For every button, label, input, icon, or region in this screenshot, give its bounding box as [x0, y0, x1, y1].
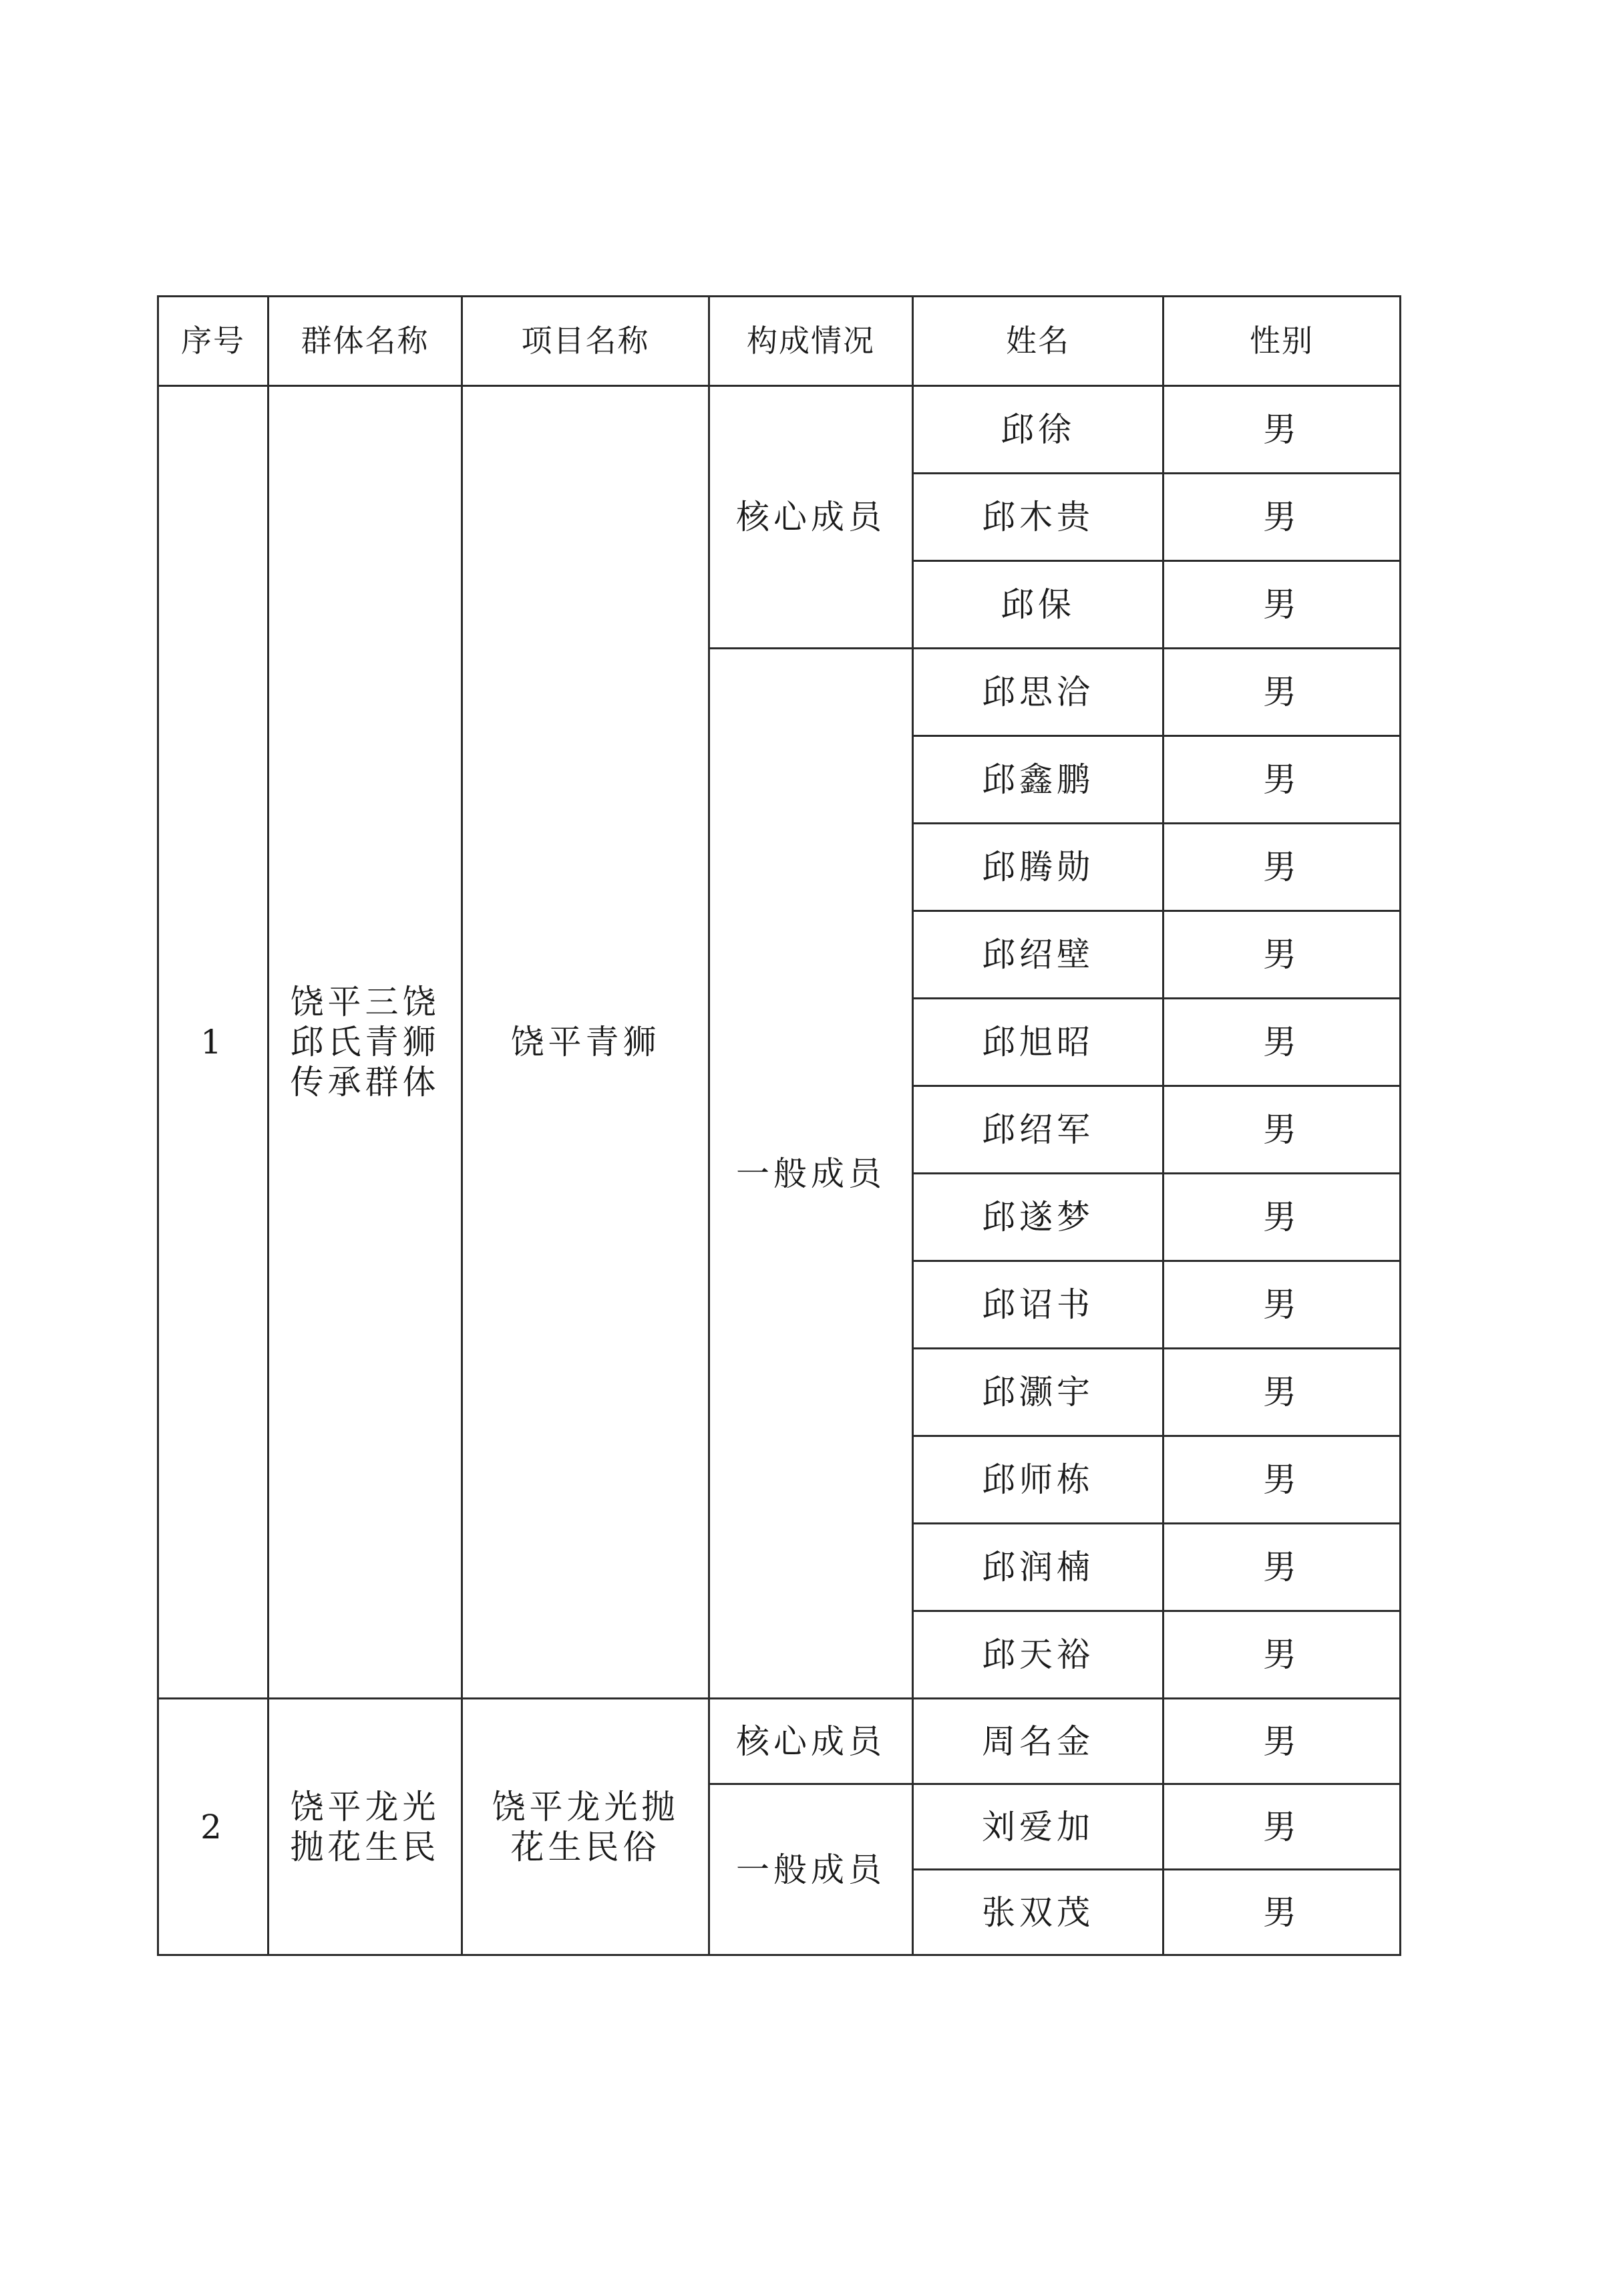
member-name: 邱润楠 [913, 1524, 1164, 1611]
project-name: 饶平青狮 [462, 386, 709, 1699]
member-name: 邱旭昭 [913, 999, 1164, 1086]
table-row [158, 1699, 1401, 1784]
member-gender: 男 [1164, 999, 1401, 1086]
member-name: 邱绍军 [913, 1086, 1164, 1174]
header-project-name: 项目名称 [462, 297, 709, 386]
member-gender: 男 [1164, 1699, 1401, 1784]
member-name: 邱诏书 [913, 1261, 1164, 1349]
member-gender: 男 [1164, 1784, 1401, 1870]
member-name: 邱徐 [913, 386, 1164, 474]
group-name-line: 传承群体 [290, 1063, 440, 1102]
header-composition: 构成情况 [709, 297, 913, 386]
member-gender: 男 [1164, 649, 1401, 736]
composition-cell: 核心成员 [709, 386, 913, 649]
table-row [158, 386, 1401, 474]
member-gender: 男 [1164, 911, 1401, 999]
member-name: 邱灏宇 [913, 1349, 1164, 1436]
member-gender: 男 [1164, 386, 1401, 474]
member-gender: 男 [1164, 1436, 1401, 1524]
composition-cell: 一般成员 [709, 649, 913, 1699]
project-name-line: 饶平龙光抛 [492, 1787, 679, 1826]
member-roster-table [157, 295, 1401, 1956]
group-name-line: 饶平三饶 [290, 983, 440, 1021]
member-name: 邱思洽 [913, 649, 1164, 736]
member-name: 张双茂 [913, 1870, 1164, 1955]
header-group-name: 群体名称 [269, 297, 462, 386]
header-seq: 序号 [158, 297, 269, 386]
member-name: 邱腾勋 [913, 824, 1164, 911]
member-gender: 男 [1164, 824, 1401, 911]
composition-cell: 一般成员 [709, 1784, 913, 1955]
member-gender: 男 [1164, 561, 1401, 649]
member-gender: 男 [1164, 1349, 1401, 1436]
group-name [269, 386, 462, 1699]
member-gender: 男 [1164, 1611, 1401, 1699]
header-gender: 性别 [1164, 297, 1401, 386]
table-header-row [158, 297, 1401, 386]
group-seq: 2 [158, 1699, 269, 1955]
project-name-line: 花生民俗 [510, 1827, 661, 1866]
group-seq: 1 [158, 386, 269, 1699]
group-name-line: 邱氏青狮 [290, 1023, 440, 1061]
project-name [462, 1699, 709, 1955]
member-name: 邱绍壁 [913, 911, 1164, 999]
group-name [269, 1699, 462, 1955]
member-name: 邱天裕 [913, 1611, 1164, 1699]
member-name: 刘爱加 [913, 1784, 1164, 1870]
member-gender: 男 [1164, 1174, 1401, 1261]
composition-cell: 核心成员 [709, 1699, 913, 1784]
member-gender: 男 [1164, 1261, 1401, 1349]
member-name: 邱鑫鹏 [913, 736, 1164, 824]
member-name: 邱保 [913, 561, 1164, 649]
member-gender: 男 [1164, 1524, 1401, 1611]
member-name: 邱师栋 [913, 1436, 1164, 1524]
group-name-line: 抛花生民 [290, 1827, 440, 1866]
group-name-line: 饶平龙光 [290, 1787, 440, 1826]
header-name: 姓名 [913, 297, 1164, 386]
member-name: 邱遂梦 [913, 1174, 1164, 1261]
member-gender: 男 [1164, 1086, 1401, 1174]
member-name: 周名金 [913, 1699, 1164, 1784]
member-gender: 男 [1164, 736, 1401, 824]
member-gender: 男 [1164, 1870, 1401, 1955]
member-gender: 男 [1164, 474, 1401, 561]
member-name: 邱木贵 [913, 474, 1164, 561]
